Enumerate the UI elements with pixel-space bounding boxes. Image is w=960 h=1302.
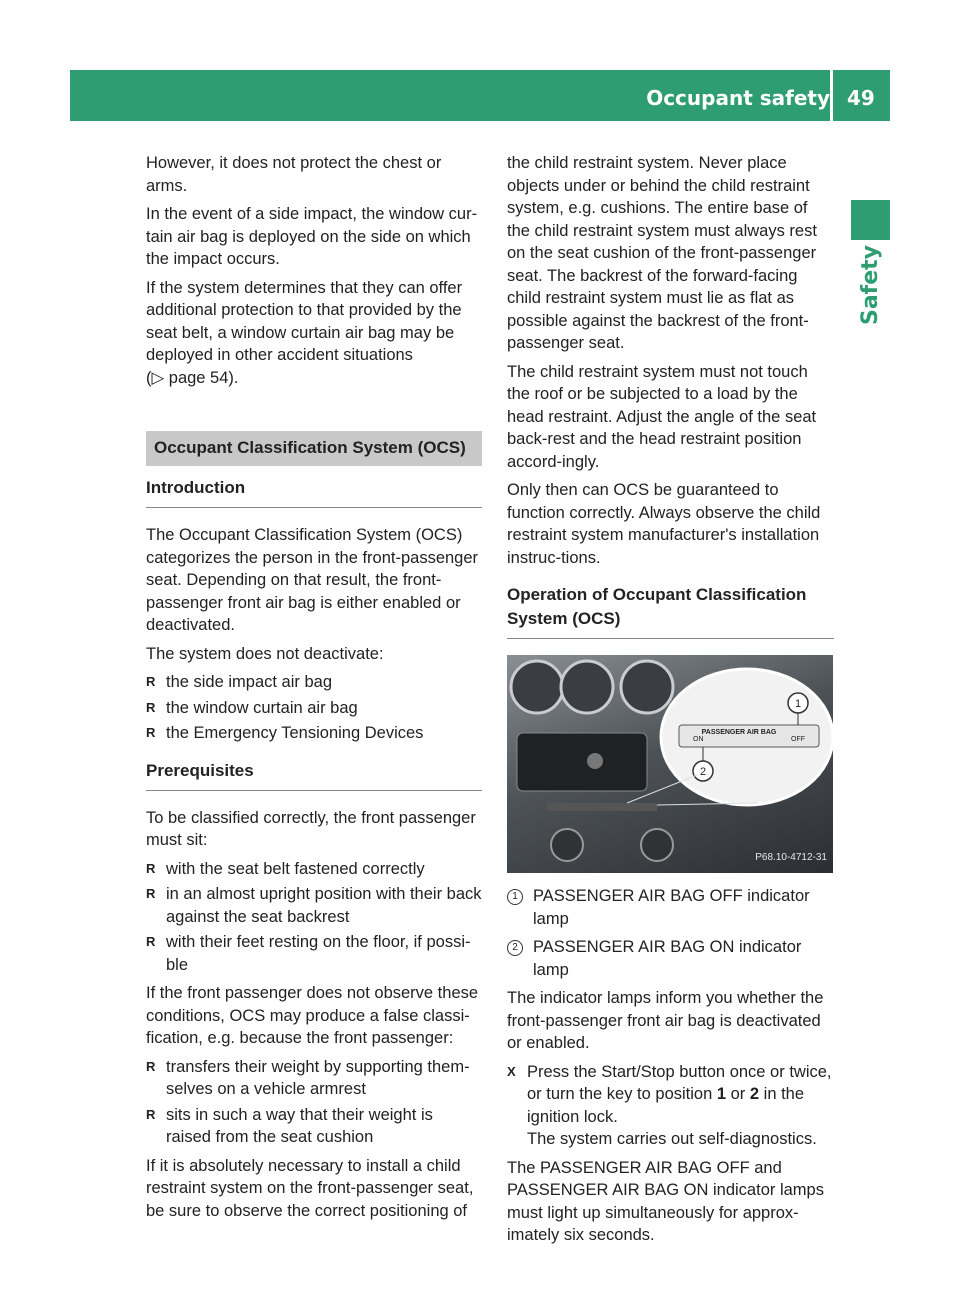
section-tab-marker [851,200,890,240]
indicator-strip-icon [547,803,657,811]
legend-item [507,936,834,981]
panel-off-label: OFF [791,736,805,743]
air-vent-icon [561,661,613,713]
prerequisites-heading: Prerequisites [146,759,482,791]
air-vent-icon [621,661,673,713]
right-column [507,152,834,1253]
legend-number: 2 [507,940,523,956]
paragraph: The PASSENGER AIR BAG OFF and PASSENGER AIR BAG ON indicator lamps must light up simultaneously for approx-imately six seconds. [507,1158,824,1244]
list-item: R with the seat belt fastened correctly [146,858,482,881]
paragraph: If it is absolutely necessary to install a child restraint system on the front-passenger seat, be sure to observe the correct positioning of [146,1156,474,1220]
step-text: or [726,1085,750,1103]
callout-1-label: 1 [794,698,802,710]
panel-label: PASSENGER AIR BAG [701,729,777,736]
list-item: R sits in such a way that their weight is raised from the seat cushion [146,1104,482,1149]
air-vent-icon [511,661,563,713]
step-text: Press the Start/Stop button once or twice, or turn the key to position [527,1062,832,1103]
paragraph: The indicator lamps inform you whether the front-passenger front air bag is deactivated or enabled. [507,989,824,1052]
climate-knob-icon [641,829,673,861]
legend-number: 1 [507,889,523,905]
step-arrow-icon: X [507,1063,516,1079]
legend-item [507,885,834,930]
panel-on-label: ON [693,736,704,743]
list-item: R with their feet resting on the floor, if possi-ble [146,931,482,976]
paragraph [146,277,482,390]
list-item: R the window curtain air bag [146,697,482,720]
paragraph-text: If the system determines that they can offer additional protection to that provided by the seat belt, a window curtain air bag may be deployed in other accident situations [146,278,463,364]
introduction-heading: Introduction [146,476,482,508]
knob-icon [587,753,603,769]
callout-2-label: 2 [699,766,707,778]
left-column [146,152,482,1228]
paragraph: the child restraint system. Never place objects under or behind the child restraint system, e.g. cushions. The entire base of the child restraint system must always rest on the seat cushion of the front-passenger seat. The backrest of the forward-facing child restraint system must lie as flat as possible against the backrest of the front-passenger seat. [507,154,817,352]
paragraph: The Occupant Classification System (OCS) categorizes the person in the front-passenger seat. Depending on that result, the front-passenger front air bag is either enabled or deactivated. [146,526,479,634]
list-item: R the Emergency Tensioning Devices [146,722,482,745]
paragraph: The system does not deactivate: [146,644,384,663]
section-label: Safety [858,244,883,326]
operation-heading: Operation of Occupant Classification System (OCS) [507,583,834,639]
paragraph: However, it does not protect the chest or arms. [146,154,442,195]
page-header-title: Occupant safety [646,86,830,110]
bullet-list [146,1056,482,1149]
page-reference-link[interactable]: (▷ page 54). [146,368,239,387]
list-item: R the side impact air bag [146,671,482,694]
bullet-list [146,858,482,977]
paragraph: If the front passenger does not observe these conditions, OCS may produce a false classi-fication, e.g. because the front passenger: [146,984,479,1047]
list-item: R in an almost upright position with their back against the seat backrest [146,883,482,928]
header-divider [830,70,833,121]
instruction-step [507,1061,834,1151]
paragraph: In the event of a side impact, the window cur-tain air bag is deployed on the side on which the impact occurs. [146,205,478,268]
dashboard-illustration [507,655,833,873]
step-position: 2 [749,1085,760,1103]
bullet-list [146,671,482,745]
image-reference: P68.10-4712-31 [755,851,827,863]
legend-text: PASSENGER AIR BAG ON indicator lamp [533,938,802,979]
legend-text: PASSENGER AIR BAG OFF indicator lamp [533,887,810,928]
step-result: The system carries out self-diagnostics. [527,1130,817,1148]
step-position: 1 [716,1085,727,1103]
step-text: in the ignition lock. [527,1085,805,1126]
paragraph: To be classified correctly, the front passenger must sit: [146,808,476,849]
dashboard-photo [507,655,833,873]
paragraph: The child restraint system must not touch the roof or be subjected to a load by the head restraint. Adjust the angle of the seat back-rest and the head restraint position accord-ingly. [507,362,817,471]
paragraph: Only then can OCS be guaranteed to function correctly. Always observe the child restraint system manufacturer's installation instruc-tions. [507,481,821,567]
section-title: Occupant Classification System (OCS) [146,431,482,466]
list-item: R transfers their weight by supporting them-selves on a vehicle armrest [146,1056,482,1101]
climate-knob-icon [551,829,583,861]
radio-panel-icon [517,733,647,791]
page-number: 49 [847,86,875,110]
